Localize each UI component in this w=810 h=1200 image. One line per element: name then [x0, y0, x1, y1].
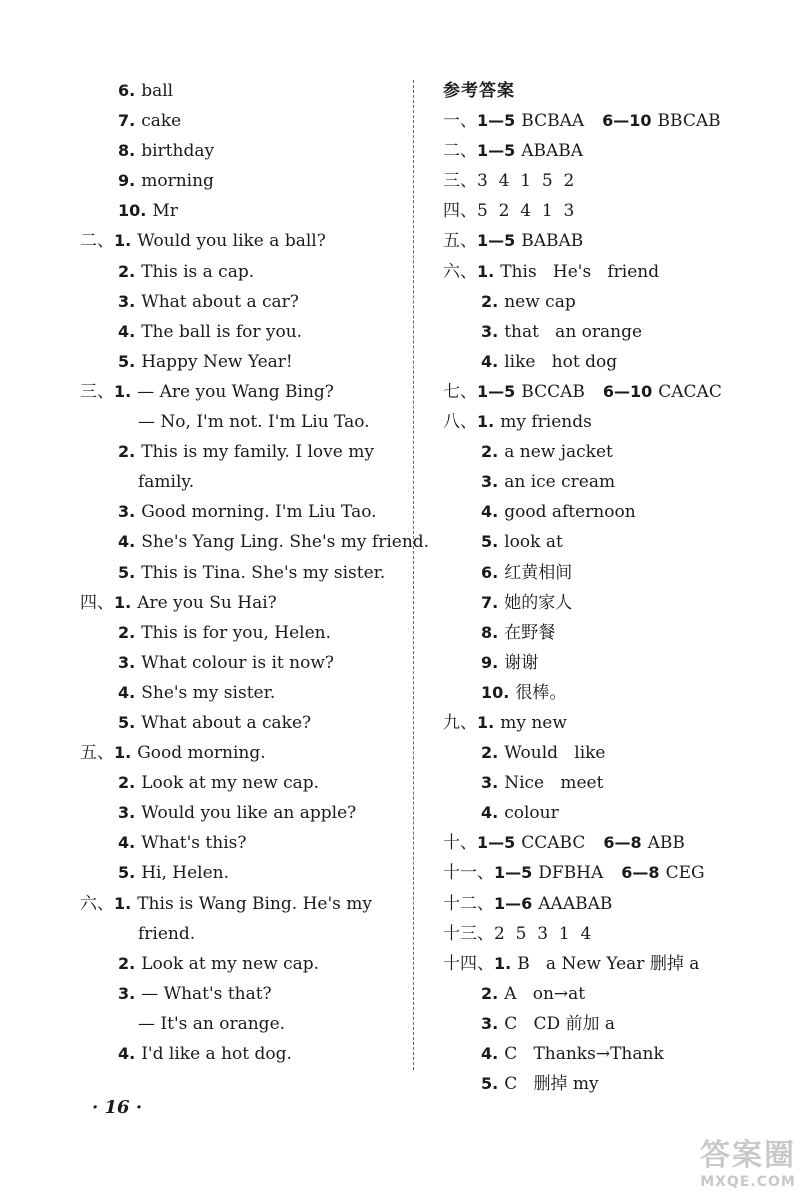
- answer-text: new cap: [504, 291, 576, 312]
- answer-line: [80, 136, 410, 166]
- answer-line: [443, 136, 783, 166]
- item-number: 3.: [118, 803, 136, 823]
- section-marker: 四、: [80, 592, 114, 613]
- item-number: 1—5: [477, 111, 516, 131]
- answer-line: [443, 527, 783, 557]
- answer-text: friend.: [138, 923, 196, 944]
- section-marker: 二、: [80, 231, 114, 252]
- item-number: 1.: [494, 953, 512, 973]
- answer-line: [443, 166, 783, 196]
- item-number: 6—10: [602, 381, 653, 401]
- answer-text: 谢谢: [504, 652, 539, 673]
- answer-text: Nice meet: [504, 773, 604, 794]
- answer-line: [443, 437, 783, 467]
- answer-line: [443, 257, 783, 287]
- answer-text: — No, I'm not. I'm Liu Tao.: [138, 412, 370, 433]
- item-number: 2.: [118, 622, 136, 642]
- item-number: 2.: [481, 983, 499, 1003]
- answer-line: [443, 588, 783, 618]
- item-number: 4.: [118, 833, 136, 853]
- answer-text: Look at my new cap.: [141, 953, 320, 974]
- answer-text: good afternoon: [504, 502, 636, 523]
- item-number: 5.: [481, 532, 499, 552]
- section-marker: 五、: [80, 743, 114, 764]
- answer-text: This is Tina. She's my sister.: [141, 562, 386, 583]
- section-marker: 四、: [443, 201, 477, 222]
- answer-text: family.: [138, 472, 195, 493]
- item-number: 5.: [118, 351, 136, 371]
- item-number: 1—5: [477, 833, 516, 853]
- item-number: 7.: [118, 111, 136, 131]
- answer-line: [443, 287, 783, 317]
- item-number: 10.: [481, 682, 510, 702]
- answer-line: [443, 889, 783, 919]
- answer-text: 3 4 1 5 2: [477, 171, 575, 192]
- answer-text: This He's friend: [500, 261, 660, 282]
- answer-line: [80, 919, 410, 949]
- answer-line: [443, 949, 783, 979]
- answer-text: What's this?: [141, 833, 247, 854]
- section-marker: 二、: [443, 141, 477, 162]
- answer-text: a new jacket: [504, 442, 613, 463]
- answer-text: This is for you, Helen.: [141, 622, 332, 643]
- answer-line: [443, 196, 783, 226]
- section-marker: 六、: [443, 261, 477, 282]
- item-number: 6—8: [603, 833, 642, 853]
- item-number: 4.: [481, 502, 499, 522]
- answer-text: ABB: [647, 833, 685, 854]
- answer-line: [80, 407, 410, 437]
- item-number: 1.: [477, 412, 495, 432]
- watermark-url: MXQE.COM: [700, 1174, 796, 1190]
- item-number: 5.: [118, 712, 136, 732]
- answer-text: birthday: [141, 141, 215, 162]
- item-number: 8.: [481, 622, 499, 642]
- answer-line: [443, 768, 783, 798]
- answer-line: [80, 196, 410, 226]
- section-marker: 十一、: [443, 863, 494, 884]
- item-number: 3.: [481, 773, 499, 793]
- answer-line: [80, 437, 410, 467]
- item-number: 4.: [118, 682, 136, 702]
- answer-text: 很棒。: [515, 682, 567, 703]
- answer-line: [443, 738, 783, 768]
- answer-line: [443, 558, 783, 588]
- column-divider: [413, 80, 414, 1070]
- item-number: 10.: [118, 201, 147, 221]
- answer-text: A on→at: [504, 983, 586, 1004]
- section-marker: 三、: [443, 171, 477, 192]
- answer-line: [443, 377, 783, 407]
- answer-line: [443, 858, 783, 888]
- answer-line: [443, 317, 783, 347]
- answer-line: [443, 226, 783, 256]
- item-number: 1—5: [477, 231, 516, 251]
- answer-line: [443, 1039, 783, 1069]
- answer-text: B a New Year 删掉 a: [517, 953, 700, 974]
- answer-line: [80, 678, 410, 708]
- answer-text: Good morning. I'm Liu Tao.: [141, 502, 377, 523]
- answer-text: BCCAB: [521, 381, 585, 402]
- item-number: 2.: [481, 743, 499, 763]
- answer-text: Good morning.: [137, 743, 266, 764]
- answer-text: AAABAB: [538, 893, 613, 914]
- answer-text: that an orange: [504, 321, 643, 342]
- watermark-logo-text: 答案圈: [700, 1138, 796, 1173]
- answer-text: DFBHA: [538, 863, 604, 884]
- answer-line: [80, 76, 410, 106]
- answer-text: This is a cap.: [141, 261, 255, 282]
- item-number: 3.: [118, 983, 136, 1003]
- item-number: 9.: [481, 652, 499, 672]
- item-number: 1.: [114, 231, 132, 251]
- answer-line: [443, 708, 783, 738]
- answer-line: [80, 858, 410, 888]
- answer-text: She's Yang Ling. She's my friend.: [141, 532, 430, 553]
- item-number: 8.: [118, 141, 136, 161]
- item-number: 1.: [114, 381, 132, 401]
- item-number: 3.: [481, 472, 499, 492]
- item-number: 6—10: [602, 111, 652, 131]
- answer-line: [443, 678, 783, 708]
- item-number: 1.: [477, 712, 495, 732]
- answer-line: [80, 979, 410, 1009]
- page-number: · 16 ·: [92, 1097, 143, 1118]
- answer-line: [80, 527, 430, 557]
- answer-text: Look at my new cap.: [141, 773, 320, 794]
- item-number: 1.: [114, 893, 132, 913]
- answer-line: [80, 257, 410, 287]
- answer-line: [443, 979, 783, 1009]
- answer-text: Would you like a ball?: [137, 231, 326, 252]
- item-number: 2.: [481, 442, 499, 462]
- item-number: 5.: [118, 863, 136, 883]
- answer-text: Would like: [504, 743, 606, 764]
- answer-line: [443, 648, 783, 678]
- item-number: 7.: [481, 592, 499, 612]
- item-number: 3.: [118, 502, 136, 522]
- answer-line: [80, 166, 410, 196]
- answer-text: C Thanks→Thank: [504, 1044, 664, 1064]
- section-marker: 十二、: [443, 893, 494, 914]
- answer-line: [80, 497, 410, 527]
- answer-text: What about a cake?: [141, 712, 312, 733]
- item-number: 5.: [481, 1074, 499, 1094]
- answer-text: an ice cream: [504, 472, 616, 493]
- answer-text: BCBAA: [521, 111, 585, 132]
- answer-text: my friends: [500, 412, 592, 433]
- item-number: 1—5: [477, 381, 516, 401]
- answer-line: [443, 407, 783, 437]
- answer-text: colour: [504, 803, 559, 824]
- answer-text: 她的家人: [504, 592, 573, 613]
- answer-text: The ball is for you.: [141, 321, 303, 342]
- answer-line: [80, 588, 410, 618]
- answer-line: [443, 828, 783, 858]
- answer-line: [80, 106, 410, 136]
- section-marker: 十三、: [443, 923, 494, 944]
- item-number: 4.: [481, 351, 499, 371]
- answer-text: CCABC: [521, 833, 586, 854]
- item-number: 2.: [118, 442, 136, 462]
- item-number: 1—5: [477, 141, 516, 161]
- section-marker: 七、: [443, 381, 477, 402]
- item-number: 6.: [118, 81, 136, 100]
- answer-text: CEG: [665, 863, 705, 884]
- answer-key-title: 参考答案: [443, 81, 515, 101]
- answer-line: [80, 1039, 410, 1069]
- item-number: 2.: [118, 953, 136, 973]
- section-marker: 九、: [443, 712, 477, 733]
- section-marker: 一、: [443, 111, 477, 132]
- answer-text: BBCAB: [657, 111, 721, 132]
- item-number: 9.: [118, 171, 136, 191]
- answer-line: [80, 618, 410, 648]
- answer-text: Would you like an apple?: [141, 803, 357, 824]
- answer-line: [80, 798, 410, 828]
- answer-line: [80, 949, 410, 979]
- answer-line: [80, 768, 410, 798]
- answer-line: [443, 106, 783, 136]
- answer-line: [443, 497, 783, 527]
- answer-text: like hot dog: [504, 351, 618, 372]
- answer-text: ABABA: [521, 141, 584, 162]
- answer-line: [443, 467, 783, 497]
- answer-line: [80, 738, 410, 768]
- left-column: [80, 76, 430, 1069]
- item-number: 3.: [118, 291, 136, 311]
- answer-text: CACAC: [658, 381, 722, 402]
- site-watermark: [700, 1130, 796, 1190]
- answer-line: [80, 467, 410, 497]
- answer-text: What colour is it now?: [141, 652, 335, 673]
- item-number: 1—5: [494, 863, 533, 883]
- answer-text: — Are you Wang Bing?: [137, 381, 334, 402]
- answer-text: cake: [141, 111, 182, 132]
- answer-text: my new: [500, 712, 567, 733]
- answer-line: [80, 377, 410, 407]
- answer-text: look at: [504, 532, 563, 553]
- item-number: 2.: [118, 773, 136, 793]
- item-number: 4.: [118, 1044, 136, 1063]
- item-number: 6.: [481, 562, 499, 582]
- answer-line: [80, 1009, 410, 1039]
- answer-text: C 删掉 my: [504, 1074, 599, 1095]
- item-number: 5.: [118, 562, 136, 582]
- answer-text: I'd like a hot dog.: [141, 1044, 292, 1064]
- item-number: 3.: [481, 321, 499, 341]
- item-number: 1—6: [494, 893, 533, 913]
- item-number: 2.: [481, 291, 499, 311]
- answer-text: 红黄相间: [504, 562, 573, 583]
- item-number: 3.: [118, 652, 136, 672]
- answer-text: 2 5 3 1 4: [494, 923, 592, 944]
- item-number: 2.: [118, 261, 136, 281]
- answer-text: C CD 前加 a: [504, 1013, 616, 1034]
- right-column: [443, 76, 783, 1099]
- section-marker: 三、: [80, 381, 114, 402]
- section-marker: 八、: [443, 412, 477, 433]
- item-number: 6—8: [621, 863, 660, 883]
- answer-text: Happy New Year!: [141, 351, 293, 372]
- answer-text: 5 2 4 1 3: [477, 201, 575, 222]
- answer-line: [443, 347, 783, 377]
- item-number: 1.: [477, 261, 495, 281]
- answer-line: [443, 1069, 783, 1099]
- answer-text: BABAB: [521, 231, 584, 252]
- answer-line: [443, 618, 783, 648]
- answer-text: She's my sister.: [141, 682, 276, 703]
- section-marker: 六、: [80, 893, 114, 914]
- item-number: 3.: [481, 1013, 499, 1033]
- answer-text: ball: [141, 81, 174, 101]
- answer-line: [80, 226, 410, 256]
- section-marker: 五、: [443, 231, 477, 252]
- answer-text: What about a car?: [141, 291, 299, 312]
- item-number: 4.: [118, 321, 136, 341]
- answer-text: Are you Su Hai?: [137, 592, 277, 613]
- answer-line: [80, 287, 410, 317]
- answer-line: [80, 347, 410, 377]
- section-marker: 十、: [443, 833, 477, 854]
- answer-line: [443, 919, 783, 949]
- answer-text: Hi, Helen.: [141, 863, 230, 884]
- answer-text: This is my family. I love my: [141, 442, 374, 463]
- answer-text: morning: [141, 171, 214, 192]
- answer-line: [80, 708, 410, 738]
- answer-text: This is Wang Bing. He's my: [137, 893, 372, 914]
- answer-line: [80, 889, 410, 919]
- answer-line: [80, 828, 410, 858]
- item-number: 4.: [481, 803, 499, 823]
- item-number: 1.: [114, 592, 132, 612]
- section-marker: 十四、: [443, 953, 494, 974]
- answer-text: — It's an orange.: [138, 1013, 286, 1034]
- answer-text: 在野餐: [504, 622, 556, 643]
- answer-line: [80, 648, 410, 678]
- item-number: 4.: [118, 532, 136, 552]
- answer-text: — What's that?: [141, 983, 272, 1004]
- answer-line: [80, 317, 410, 347]
- item-number: 4.: [481, 1044, 499, 1063]
- answer-line: [443, 798, 783, 828]
- answer-text: Mr: [152, 201, 178, 222]
- item-number: 1.: [114, 743, 132, 763]
- answer-line: [443, 1009, 783, 1039]
- answer-line: [80, 558, 410, 588]
